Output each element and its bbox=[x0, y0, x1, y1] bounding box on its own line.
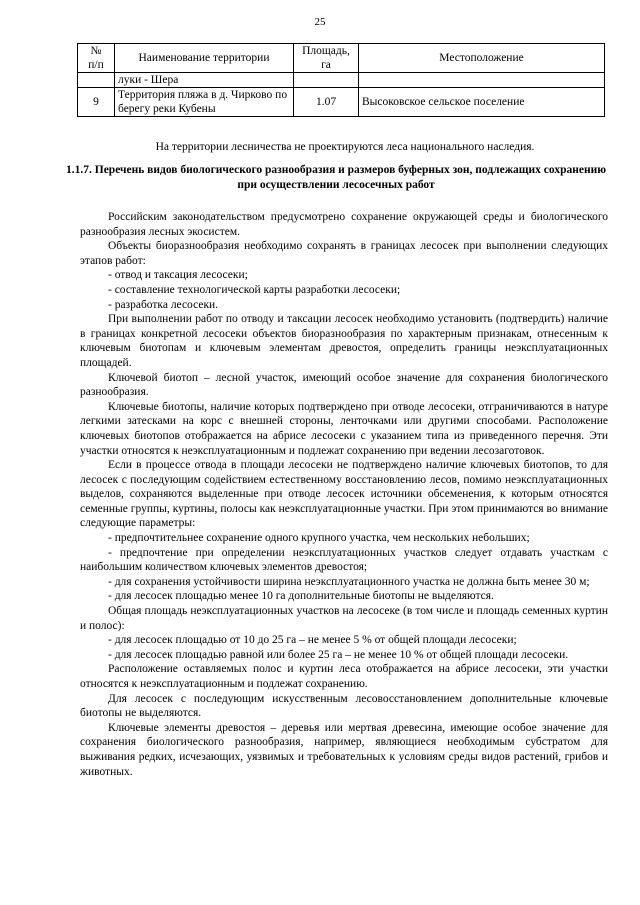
note-text: На территории лесничества не проектируются леса национального наследия. bbox=[155, 141, 535, 153]
cell-num: 9 bbox=[78, 88, 115, 117]
cell-area: 1.07 bbox=[294, 88, 359, 117]
paragraph: Ключевые элементы древостоя – деревья или мертвая древесина, имеющие особое значение для сохранения биологического разнообразия, например, являющиеся необходимым субстратом для выживания редких, исчезающих, уязвимых и требовательных к условиям среды видов растений, грибов и животных. bbox=[80, 721, 608, 778]
list-item: - составление технологической карты разработки лесосеки; bbox=[108, 283, 401, 296]
paragraph: Расположение оставляемых полос и куртин леса отображается на абрисе лесосеки, эти участки относятся к неэксплуатационным и подлежат сохранению. bbox=[80, 663, 608, 690]
paragraph: Объекты биоразнообразия необходимо сохранять в границах лесосек при выполнении следующих этапов работ: bbox=[80, 240, 608, 267]
paragraph: Для лесосек с последующим искусственным лесовосстановлением дополнительные ключевые биотопы не выделяются. bbox=[80, 692, 608, 720]
list-item: - для лесосек площадью равной или более 25 га – не менее 10 % от общей площади лесосеки. bbox=[108, 648, 569, 661]
list-item: - предпочтение при определении неэксплуатационных участков следует отдавать участкам с наибольшим количеством ключевых элементов древостоя; bbox=[80, 546, 608, 574]
list-item: - для сохранения устойчивости ширина неэксплуатационного участка не должна быть менее 30 м; bbox=[108, 575, 590, 588]
header-location: Местоположение bbox=[359, 44, 605, 73]
table-header-row bbox=[78, 44, 605, 73]
cell-name: луки - Шера bbox=[115, 73, 294, 88]
table-row bbox=[78, 73, 605, 88]
paragraph: Ключевой биотоп – лесной участок, имеющий особое значение для сохранения биологического разнообразия. bbox=[80, 371, 608, 399]
list-item: - отвод и таксация лесосеки; bbox=[108, 269, 248, 282]
paragraph: При выполнении работ по отводу и таксации лесосек необходимо установить (подтвердить) наличие в границах конкретной лесосеки объектов биоразнообразия по характерным признакам, отнесенным к ключевым биотопам и ключевым элементам древостоя, определить границы неэксплуатационных площадей. bbox=[80, 313, 608, 369]
header-area: Площадь, га bbox=[294, 44, 359, 73]
header-num: № п/п bbox=[78, 44, 115, 73]
paragraph: Ключевые биотопы, наличие которых подтверждено при отводе лесосеки, отграничиваются в натуре легкими затесками на корс с внешней стороны, ленточками или другими способами. Расположение ключевых биотопов отображается на абрисе лесосеки с указанием типа из приведенного перечня. Эти участки относятся к неэксплуатационным и подлежат сохранению при ведении лесозаготовок. bbox=[80, 400, 608, 457]
section-heading: 1.1.7. Перечень видов биологического разнообразия и размеров буферных зон, подлежащих сохранению при осуществлении лесосечных работ bbox=[66, 164, 606, 191]
paragraph: Общая площадь неэксплуатационных участков на лесосеке (в том числе и площадь семенных куртин и полос): bbox=[80, 605, 608, 632]
page-number: 25 bbox=[314, 16, 326, 28]
cell-name: Территория пляжа в д. Чирково по берегу реки Кубены bbox=[115, 88, 294, 117]
paragraph: Если в процессе отвода в площади лесосеки не подтверждено наличие ключевых биотопов, то для лесосек с последующим содействием естественному восстановлению лесов, помимо неэксплуатационных выделов, сохраняются выделенные при отводе лесосек источники обсеменения, к которым относятся семенные группы, куртины, полосы как неэксплуатационные участки. При этом принимаются во внимание следующие параметры: bbox=[80, 459, 608, 530]
list-item: - предпочтительнее сохранение одного крупного участка, чем нескольких небольших; bbox=[108, 532, 530, 545]
list-item: - для лесосек площадью менее 10 га дополнительные биотопы не выделяются. bbox=[108, 590, 494, 603]
paragraph: Российским законодательством предусмотрено сохранение окружающей среды и биологического разнообразия лесных экосистем. bbox=[80, 211, 608, 238]
territories-table bbox=[77, 43, 605, 117]
cell-location bbox=[359, 73, 605, 88]
section-body bbox=[80, 210, 608, 779]
table-row bbox=[78, 88, 605, 117]
list-item: - разработка лесосеки. bbox=[108, 298, 219, 311]
cell-location: Высоковское сельское поселение bbox=[359, 88, 605, 117]
header-name: Наименование территории bbox=[115, 44, 294, 73]
cell-num bbox=[78, 73, 115, 88]
list-item: - для лесосек площадью от 10 до 25 га – не менее 5 % от общей площади лесосеки; bbox=[108, 634, 517, 647]
cell-area bbox=[294, 73, 359, 88]
